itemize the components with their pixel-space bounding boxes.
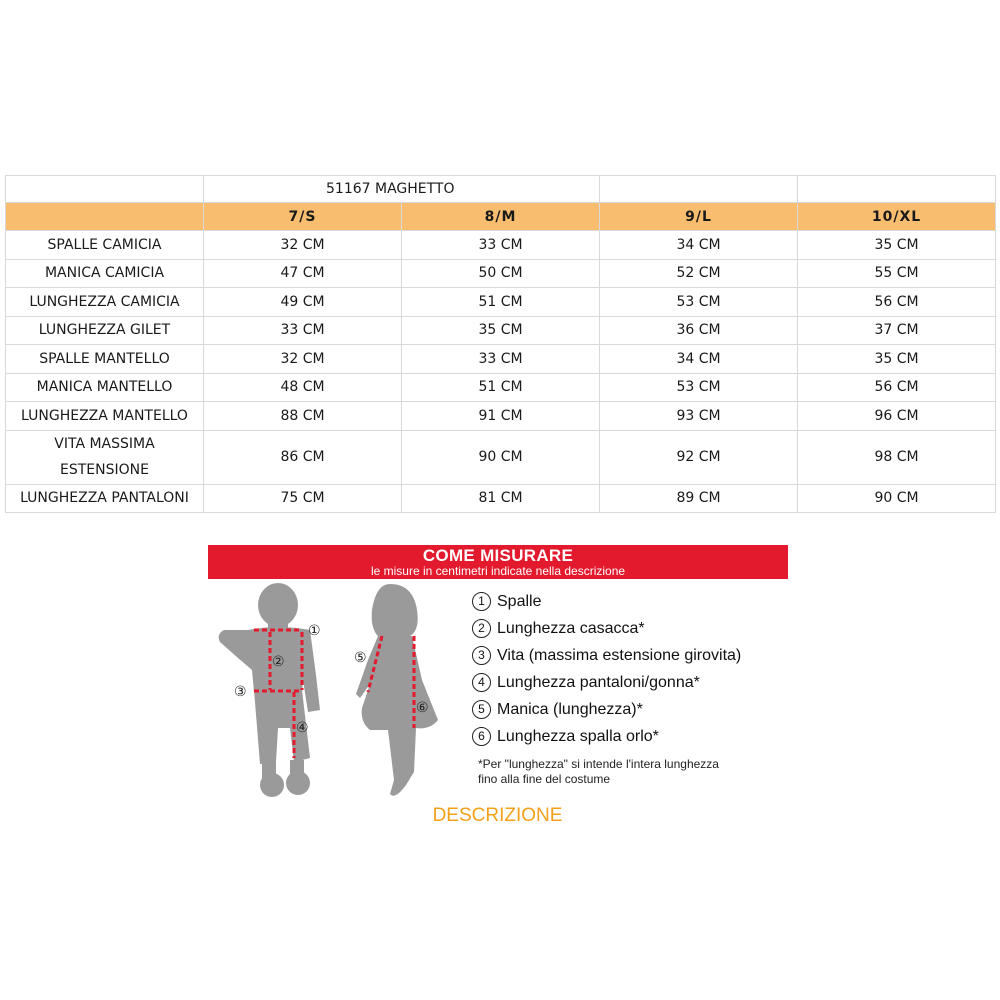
- measure-value: 36 CM: [600, 316, 798, 345]
- legend-footnote: [472, 757, 802, 787]
- legend-text: Manica (lunghezza)*: [497, 701, 643, 718]
- legend-item: [472, 615, 802, 642]
- measure-value: 55 CM: [798, 259, 996, 288]
- table-row: [6, 316, 996, 345]
- footnote-line: *Per "lunghezza" si intende l'intera lunghezza: [478, 757, 719, 771]
- legend-item: [472, 642, 802, 669]
- legend-text: Vita (massima estensione girovita): [497, 647, 742, 664]
- legend-text: Lunghezza spalla orlo*: [497, 728, 659, 745]
- measure-value: 32 CM: [204, 231, 402, 260]
- empty-cell: [798, 176, 996, 203]
- measure-value: 37 CM: [798, 316, 996, 345]
- marker-3: ③: [234, 684, 247, 700]
- banner-title: COME MISURARE: [422, 546, 574, 565]
- measure-value: 92 CM: [600, 430, 798, 484]
- row-label-line: ESTENSIONE: [60, 462, 149, 478]
- table-row: [6, 430, 996, 484]
- table-row: [6, 373, 996, 402]
- legend-number: 3: [472, 646, 491, 665]
- product-title: 51167 MAGHETTO: [204, 176, 600, 203]
- row-label: LUNGHEZZA PANTALONI: [6, 484, 204, 513]
- how-to-measure-banner: [208, 545, 788, 579]
- legend-number: 6: [472, 727, 491, 746]
- measure-value: 75 CM: [204, 484, 402, 513]
- legend-item: [472, 723, 802, 750]
- measure-value: 88 CM: [204, 402, 402, 431]
- row-label: LUNGHEZZA MANTELLO: [6, 402, 204, 431]
- measure-value: 33 CM: [204, 316, 402, 345]
- measure-value: 56 CM: [798, 288, 996, 317]
- table-row: [6, 259, 996, 288]
- measure-value: 96 CM: [798, 402, 996, 431]
- marker-2: ②: [272, 654, 285, 670]
- legend-number: 2: [472, 619, 491, 638]
- measure-legend: [472, 588, 802, 787]
- product-row: [6, 176, 996, 203]
- size-header-row: [6, 203, 996, 231]
- empty-cell: [6, 176, 204, 203]
- measure-value: 51 CM: [402, 373, 600, 402]
- table-row: [6, 402, 996, 431]
- legend-item: [472, 669, 802, 696]
- measure-value: 90 CM: [402, 430, 600, 484]
- size-header: 9/L: [600, 203, 798, 231]
- measure-value: 35 CM: [402, 316, 600, 345]
- measure-value: 81 CM: [402, 484, 600, 513]
- measure-value: 47 CM: [204, 259, 402, 288]
- measure-value: 98 CM: [798, 430, 996, 484]
- row-label: LUNGHEZZA CAMICIA: [6, 288, 204, 317]
- description-link[interactable]: DESCRIZIONE: [432, 805, 563, 826]
- table-row: [6, 345, 996, 374]
- legend-item: [472, 696, 802, 723]
- measure-value: 33 CM: [402, 231, 600, 260]
- row-label: MANICA CAMICIA: [6, 259, 204, 288]
- table-row: [6, 288, 996, 317]
- row-label: MANICA MANTELLO: [6, 373, 204, 402]
- measure-value: 49 CM: [204, 288, 402, 317]
- legend-number: 4: [472, 673, 491, 692]
- row-label: [6, 430, 204, 484]
- measure-value: 35 CM: [798, 231, 996, 260]
- measure-value: 53 CM: [600, 373, 798, 402]
- measure-value: 34 CM: [600, 345, 798, 374]
- legend-text: Spalle: [497, 593, 542, 610]
- legend-text: Lunghezza pantaloni/gonna*: [497, 674, 700, 691]
- measure-value: 35 CM: [798, 345, 996, 374]
- marker-1: ①: [308, 623, 321, 639]
- measure-value: 56 CM: [798, 373, 996, 402]
- size-header-blank: [6, 203, 204, 231]
- measure-value: 86 CM: [204, 430, 402, 484]
- measure-value: 48 CM: [204, 373, 402, 402]
- girl-silhouette-icon: [356, 584, 438, 796]
- measure-value: 90 CM: [798, 484, 996, 513]
- measure-value: 50 CM: [402, 259, 600, 288]
- measure-value: 93 CM: [600, 402, 798, 431]
- marker-4: ④: [296, 720, 309, 736]
- measure-value: 91 CM: [402, 402, 600, 431]
- marker-6: ⑥: [416, 700, 429, 716]
- row-label: LUNGHEZZA GILET: [6, 316, 204, 345]
- banner-subtitle: le misure in centimetri indicate nella descrizione: [370, 564, 626, 578]
- table-row: [6, 231, 996, 260]
- size-header: 8/M: [402, 203, 600, 231]
- footnote-line: fino alla fine del costume: [478, 772, 611, 786]
- measure-value: 32 CM: [204, 345, 402, 374]
- legend-item: [472, 588, 802, 615]
- size-header: 7/S: [204, 203, 402, 231]
- measure-value: 89 CM: [600, 484, 798, 513]
- marker-5: ⑤: [354, 650, 367, 666]
- measure-value: 34 CM: [600, 231, 798, 260]
- legend-number: 1: [472, 592, 491, 611]
- measure-value: 51 CM: [402, 288, 600, 317]
- legend-number: 5: [472, 700, 491, 719]
- row-label-line: VITA MASSIMA: [54, 436, 155, 452]
- measure-value: 52 CM: [600, 259, 798, 288]
- measure-value: 33 CM: [402, 345, 600, 374]
- size-table: [5, 175, 996, 513]
- table-row: [6, 484, 996, 513]
- measure-value: 53 CM: [600, 288, 798, 317]
- empty-cell: [600, 176, 798, 203]
- row-label: SPALLE CAMICIA: [6, 231, 204, 260]
- legend-text: Lunghezza casacca*: [497, 620, 645, 637]
- row-label: SPALLE MANTELLO: [6, 345, 204, 374]
- size-header: 10/XL: [798, 203, 996, 231]
- child-figures-illustration: [210, 580, 450, 805]
